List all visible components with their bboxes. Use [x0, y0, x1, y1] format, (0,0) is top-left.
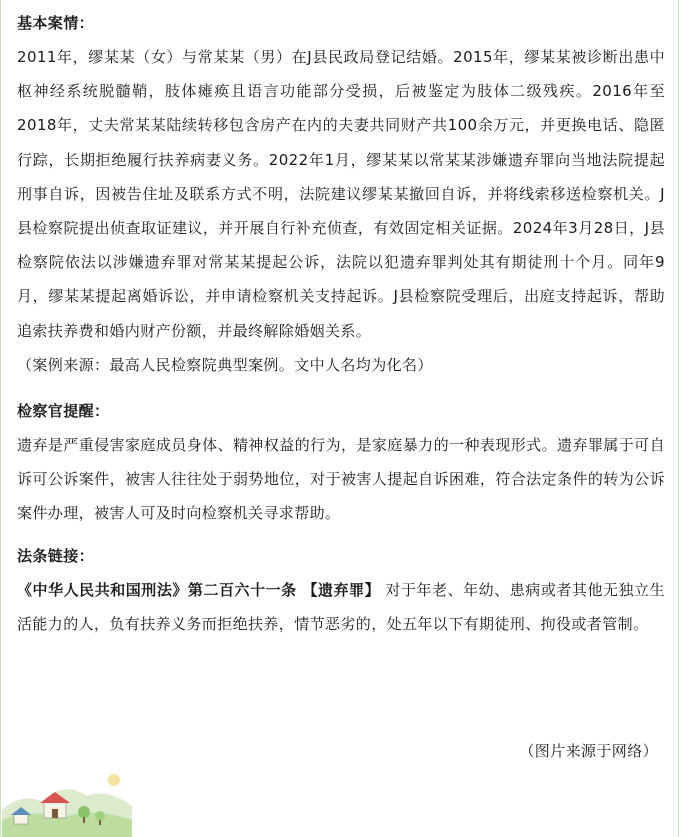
law-heading: 法条链接： [17, 546, 95, 565]
case-heading: 基本案情： [17, 14, 95, 32]
reminder-body: 遗弃是严重侵害家庭成员身体、精神权益的行为，是家庭暴力的一种表现形式。遗弃罪属于可自诉可公诉案件，被害人往往处于弱势地位，对于被害人提起自诉困难，符合法定条件的转为公诉案件办理，被害人可及时向检察机关寻求帮助。 [17, 436, 665, 523]
case-body: 2011年，缪某某（女）与常某某（男）在J县民政局登记结婚。2015年，缪某某被诊断出患中枢神经系统脱髓鞘，肢体瘫痪且语言功能部分受损，后被鉴定为肢体二级残疾。2016年至2018年，丈夫常某某陆续转移包含房产在内的夫妻共同财产共100余万元，并更换电话、隐匿行踪，长期拒绝履行扶养病妻义务。2022年1月，缪某某以常某某涉嫌遗弃罪向当地法院提起刑事自诉，因被告住址及联系方式不明，法院建议缪某某撤回自诉，并将线索移送检察机关。J县检察院提出侦查取证建议，并开展自行补充侦查，有效固定相关证据。2024年3月28日，J县检察院依法以涉嫌遗弃罪对常某某提起公诉，法院以犯遗弃罪判处其有期徒刑十个月。同年9月，缪某某提起离婚诉讼，并申请检察机关支持起诉。J县检察院受理后，出庭支持起诉，帮助追索扶养费和婚内财产份额，并最终解除婚姻关系。 [17, 48, 665, 340]
image-credit: （图片来源于网络） [519, 742, 658, 760]
village-landscape-icon [2, 762, 132, 837]
article-content [17, 6, 665, 641]
reminder-heading: 检察官提醒： [17, 402, 110, 421]
law-body: 对于年老、年幼、患病或者其他无独立生活能力的人，负有扶养义务而拒绝扶养，情节恶劣的，处五年以下有期徒刑、拘役或者管制。 [17, 580, 665, 633]
law-article-title: 《中华人民共和国刑法》第二百六十一条 【遗弃罪】 [17, 580, 381, 599]
case-source: （案例来源：最高人民检察院典型案例。文中人名均为化名） [17, 355, 433, 374]
law-text [17, 573, 665, 641]
